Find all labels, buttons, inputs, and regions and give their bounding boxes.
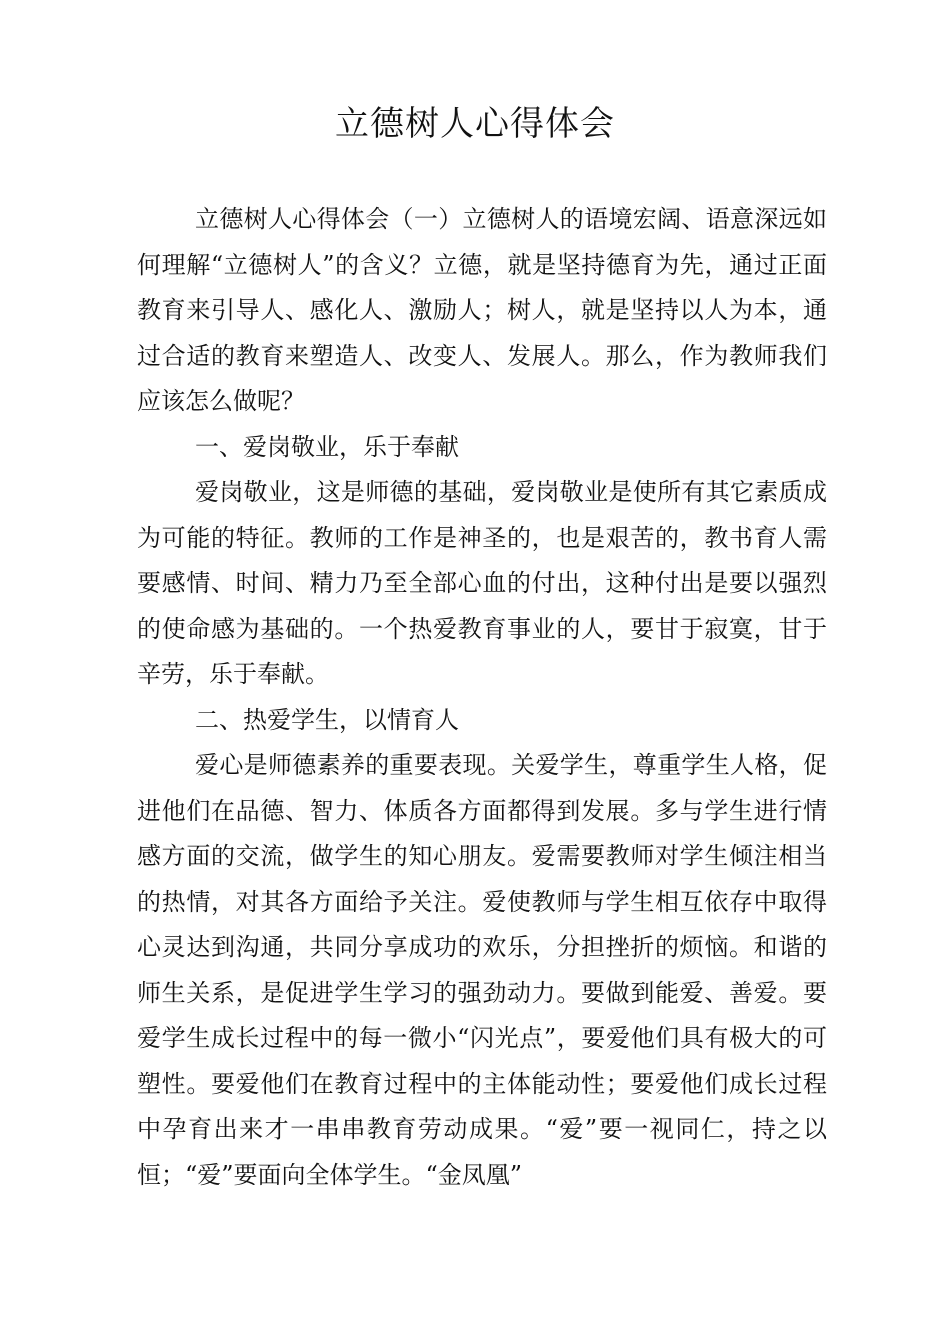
section-heading-2: 二、热爱学生，以情育人 [195, 705, 459, 734]
paragraph-dedication: 爱岗敬业，这是师德的基础，爱岗敬业是使所有其它素质成为可能的特征。教师的工作是神圣的，也是艰苦的，教书育人需要感情、时间、精力乃至全部心血的付出，这种付出是要以强烈的使命感为基础的。一个热爱教育事业的人，要甘于寂寞，甘于辛劳，乐于奉献。 [137, 478, 827, 688]
paragraph-love-students: 爱心是师德素养的重要表现。关爱学生，尊重学生人格，促进他们在品德、智力、体质各方面都得到发展。多与学生进行情感方面的交流，做学生的知心朋友。爱需要教师对学生倾注相当的热情，对其各方面给予关注。爱使教师与学生相互依存中取得心灵达到沟通，共同分享成功的欢乐，分担挫折的烦恼。和谐的师生关系，是促进学生学习的强劲动力。要做到能爱、善爱。要爱学生成长过程中的每一微小“闪光点”，要爱他们具有极大的可塑性。要爱他们在教育过程中的主体能动性；要爱他们成长过程中孕育出来才一串串教育劳动成果。“爱”要一视同仁，持之以恒；“爱”要面向全体学生。“金凤凰” [137, 751, 827, 1189]
section-heading-1: 一、爱岗敬业，乐于奉献 [195, 432, 459, 461]
document-body [137, 197, 827, 1198]
document-title: 立德树人心得体会 [335, 104, 615, 144]
paragraph-intro: 立德树人心得体会（一）立德树人的语境宏阔、语意深远如何理解“立德树人”的含义？立德，就是坚持德育为先，通过正面教育来引导人、感化人、激励人；树人，就是坚持以人为本，通过合适的教育来塑造人、改变人、发展人。那么，作为教师我们应该怎么做呢？ [137, 205, 827, 415]
